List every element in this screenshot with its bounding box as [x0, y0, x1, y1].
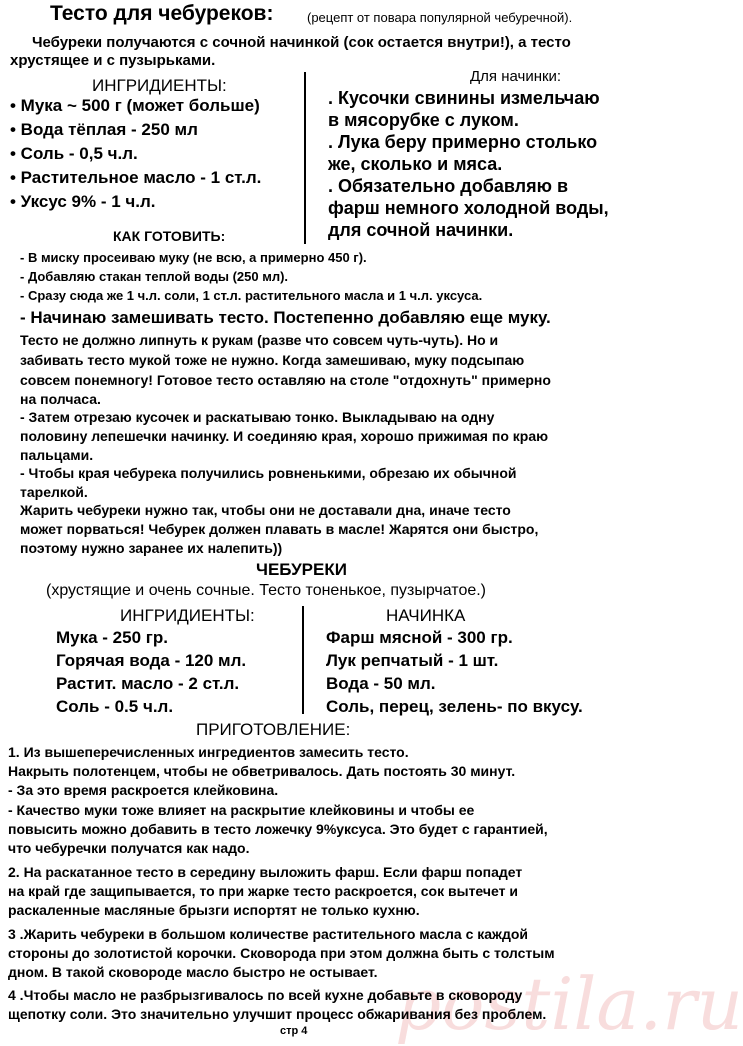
how-to-heading: КАК ГОТОВИТЬ: [113, 228, 226, 244]
filling-item: Фарш мясной - 300 гр. [326, 628, 513, 647]
filling-item: Лук репчатый - 1 шт. [326, 651, 499, 670]
preparation-heading: ПРИГОТОВЛЕНИЕ: [196, 720, 351, 739]
column-divider [304, 72, 306, 244]
ingredient-item: Соль - 0.5 ч.л. [56, 697, 174, 716]
step-line: - Добавляю стакан теплой воды (250 мл). [20, 269, 289, 284]
prep-line: стороны до золотистой корочки. Сковорода при этом должна быть с толстым [8, 945, 555, 961]
step-line: тарелкой. [20, 484, 88, 500]
recipe2-subtitle: (хрустящие и очень сочные. Тесто тоненькое, пузырчатое.) [46, 582, 487, 599]
prep-line: повысить можно добавить в тесто ложечку 9%уксуса. Это будет с гарантией, [8, 821, 548, 837]
step-line: Жарить чебуреки нужно так, чтобы они не доставали дна, иначе тесто [20, 502, 511, 518]
filling-line: в мясорубке с луком. [328, 110, 519, 130]
step-line: - В миску просеиваю муку (не всю, а примерно 450 г). [20, 250, 367, 265]
recipe-title: Тесто для чебуреков: [50, 2, 274, 25]
step-line: - Чтобы края чебурека получились ровненькими, обрезаю их обычной [20, 465, 517, 481]
prep-line: 4 .Чтобы масло не разбрызгивалось по всей кухне добавьте в сковороду [8, 987, 523, 1003]
column-divider [302, 606, 304, 714]
ingredient-item: Растит. масло - 2 ст.л. [56, 674, 240, 693]
prep-line: на край где защипывается, то при жарке тесто раскроется, сок вытечет и [8, 883, 518, 899]
ingredients-heading: ИНГРИДИЕНТЫ: [92, 76, 227, 95]
recipe2-ingredients-heading: ИНГРИДИЕНТЫ: [120, 606, 255, 625]
filling-line: . Кусочки свинины измельчаю [328, 88, 600, 108]
step-line: забивать тесто мукой тоже не нужно. Когда замешиваю, муку подсыпаю [20, 352, 525, 368]
filling-heading: Для начинки: [470, 68, 562, 85]
filling-item: Вода - 50 мл. [326, 674, 436, 693]
filling-item: Соль, перец, зелень- по вкусу. [326, 697, 583, 716]
recipe2-title: ЧЕБУРЕКИ [256, 560, 347, 579]
step-line: половину лепешечки начинку. И соединяю края, хорошо прижимая по краю [20, 428, 549, 444]
prep-line: 1. Из вышеперечисленных ингредиентов замесить тесто. [8, 744, 409, 760]
ingredient-item: • Мука ~ 500 г (может больше) [10, 96, 260, 115]
prep-line: 3 .Жарить чебуреки в большом количестве растительного масла с каждой [8, 926, 529, 942]
prep-line: - За это время раскроется клейковина. [8, 782, 279, 798]
ingredient-item: Мука - 250 гр. [56, 628, 168, 647]
filling-line: фарш немного холодной воды, [328, 198, 609, 218]
watermark-logo: postila.ru [395, 962, 743, 1046]
prep-line: раскаленные масляные брызги испортят не только кухню. [8, 902, 420, 918]
step-line: совсем понемногу! Готовое тесто оставляю на столе "отдохнуть" примерно [20, 372, 551, 388]
intro-line-2: хрустящее и с пузырьками. [10, 52, 216, 69]
step-line: может порваться! Чебурек должен плавать в масле! Жарятся они быстро, [20, 521, 539, 537]
recipe2-filling-heading: НАЧИНКА [386, 606, 466, 625]
filling-line: для сочной начинки. [328, 220, 514, 240]
step-line: - Затем отрезаю кусочек и раскатываю тонко. Выкладываю на одну [20, 409, 495, 425]
filling-line: . Лука беру примерно столько [328, 132, 598, 152]
prep-line: 2. На раскатанное тесто в середину выложить фарш. Если фарш попадет [8, 864, 523, 880]
step-line: пальцами. [20, 447, 94, 463]
step-line: - Сразу сюда же 1 ч.л. соли, 1 ст.л. растительного масла и 1 ч.л. уксуса. [20, 288, 483, 303]
step-line: на полчаса. [20, 391, 101, 407]
ingredient-item: • Растительное масло - 1 ст.л. [10, 168, 262, 187]
prep-line: щепотку соли. Это значительно улучшит процесс обжаривания без проблем. [8, 1006, 547, 1022]
step-line: поэтому нужно заранее их налепить)) [20, 540, 283, 556]
intro-line-1: Чебуреки получаются с сочной начинкой (сок остается внутри!), а тесто [32, 34, 571, 51]
filling-line: . Обязательно добавляю в [328, 176, 569, 196]
ingredient-item: Горячая вода - 120 мл. [56, 651, 247, 670]
ingredient-item: • Соль - 0,5 ч.л. [10, 144, 138, 163]
step-line: Тесто не должно липнуть к рукам (разве что совсем чуть-чуть). Но и [20, 332, 499, 348]
prep-line: что чебуречки получатся как надо. [8, 840, 250, 856]
filling-line: же, сколько и мяса. [328, 154, 503, 174]
ingredient-item: • Уксус 9% - 1 ч.л. [10, 192, 156, 211]
prep-line: Накрыть полотенцем, чтобы не обветривалось. Дать постоять 30 минут. [8, 763, 516, 779]
step-line: - Начинаю замешивать тесто. Постепенно добавляю еще муку. [20, 308, 551, 327]
prep-line: - Качество муки тоже влияет на раскрытие клейковины и чтобы ее [8, 802, 475, 818]
ingredient-item: • Вода тёплая - 250 мл [10, 120, 198, 139]
page-number: стр 4 [280, 1025, 308, 1037]
prep-line: дном. В такой сковороде масло быстро не остывает. [8, 964, 378, 980]
recipe-source-note: (рецепт от повара популярной чебуречной). [307, 10, 573, 25]
